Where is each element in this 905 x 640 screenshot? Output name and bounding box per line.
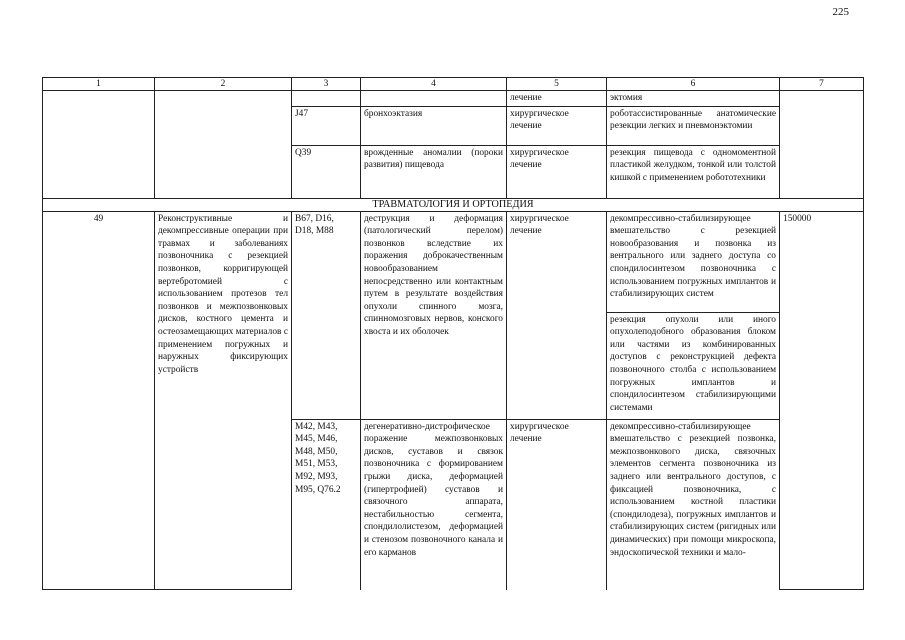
table-row <box>43 91 864 107</box>
cell-model: врожденные аномалии (пороки развития) пищевода <box>361 145 507 198</box>
cell-codes: M42, M43, M45, M46, M48, M50, M51, M53, M92, M93, M95, Q76.2 <box>292 419 361 590</box>
column-number: 3 <box>292 78 361 91</box>
medical-care-table <box>42 77 864 590</box>
column-number: 6 <box>607 78 780 91</box>
cell-model <box>361 91 507 107</box>
cell-number: 49 <box>43 211 155 590</box>
cell-codes: B67, D16, D18, M88 <box>292 211 361 419</box>
cell-price <box>780 91 864 199</box>
cell-method: резекция опухоли или иного опухолеподобного образования блоком или частями из комбинированных доступов с реконструкцией дефекта позвоночного столба с использованием погружных имплантов и спондилосинтезом стабилизирующими системами <box>607 312 780 419</box>
cell-model: бронхоэктазия <box>361 106 507 145</box>
cell-method: декомпрессивно-стабилизирующее вмешательство с резекцией новообразования и позвонка из вентрального или заднего доступа со спондилосинтезом позвоночника с использованием погружных имплантов и стабилизирующих систем <box>607 211 780 312</box>
cell-method: резекция пищевода с одномоментной пластикой желудком, тонкой или толстой кишкой с применением робототехники <box>607 145 780 198</box>
cell-model: деструкция и деформация (патологический перелом) позвонков вследствие их поражения доброкачественным новообразованием непосредственно или контактным путем в результате воздействия опухоли спинного мозга, спинномозговых нервов, конского хвоста и их оболочек <box>361 211 507 419</box>
column-number: 4 <box>361 78 507 91</box>
cell-treatment: хирургическое лечение <box>507 145 607 198</box>
column-number: 5 <box>507 78 607 91</box>
cell-codes: Q39 <box>292 145 361 198</box>
cell-name: Реконструктивные и декомпрессивные операции при травмах и заболеваниях позвоночника с резекцией позвонков, корригирующей вертебротомией с использованием протезов тел позвонков и межпозвонковых дисков, костного цемента и остеозамещающих материалов с применением погружных и наружных фиксирующих устройств <box>155 211 292 590</box>
page-number: 225 <box>832 6 849 18</box>
cell-method: роботассистированные анатомические резекции легких и пневмонэктомии <box>607 106 780 145</box>
cell-name <box>155 91 292 199</box>
cell-model: дегенеративно-дистрофическое поражение межпозвонковых дисков, суставов и связок позвоночника с формированием грыжи диска, деформацией (гипертрофией) суставов и связочного аппарата, нестабильностью сегмента, спондилолистезом, деформацией и стенозом позвоночного канала и его карманов <box>361 419 507 590</box>
table-row <box>43 211 864 312</box>
column-number: 2 <box>155 78 292 91</box>
cell-codes: J47 <box>292 106 361 145</box>
cell-method: эктомия <box>607 91 780 107</box>
cell-treatment: хирургическое лечение <box>507 419 607 590</box>
column-number: 1 <box>43 78 155 91</box>
cell-treatment: хирургическое лечение <box>507 106 607 145</box>
cell-treatment: лечение <box>507 91 607 107</box>
cell-treatment: хирургическое лечение <box>507 211 607 419</box>
cell-price: 150000 <box>780 211 864 590</box>
column-number: 7 <box>780 78 864 91</box>
cell-codes <box>292 91 361 107</box>
column-number-row <box>43 78 864 91</box>
section-heading-row <box>43 198 864 211</box>
cell-number <box>43 91 155 199</box>
cell-method: декомпрессивно-стабилизирующее вмешательство с резекцией позвонка, межпозвонкового диска, связочных элементов сегмента позвоночника из заднего или вентрального доступов, с фиксацией позвоночника, с использованием костной пластики (спондилодеза), погружных имплантов и стабилизирующих систем (ригидных или динамических) при помощи микроскопа, эндоскопической техники и мало- <box>607 419 780 590</box>
section-title: ТРАВМАТОЛОГИЯ И ОРТОПЕДИЯ <box>43 198 864 211</box>
